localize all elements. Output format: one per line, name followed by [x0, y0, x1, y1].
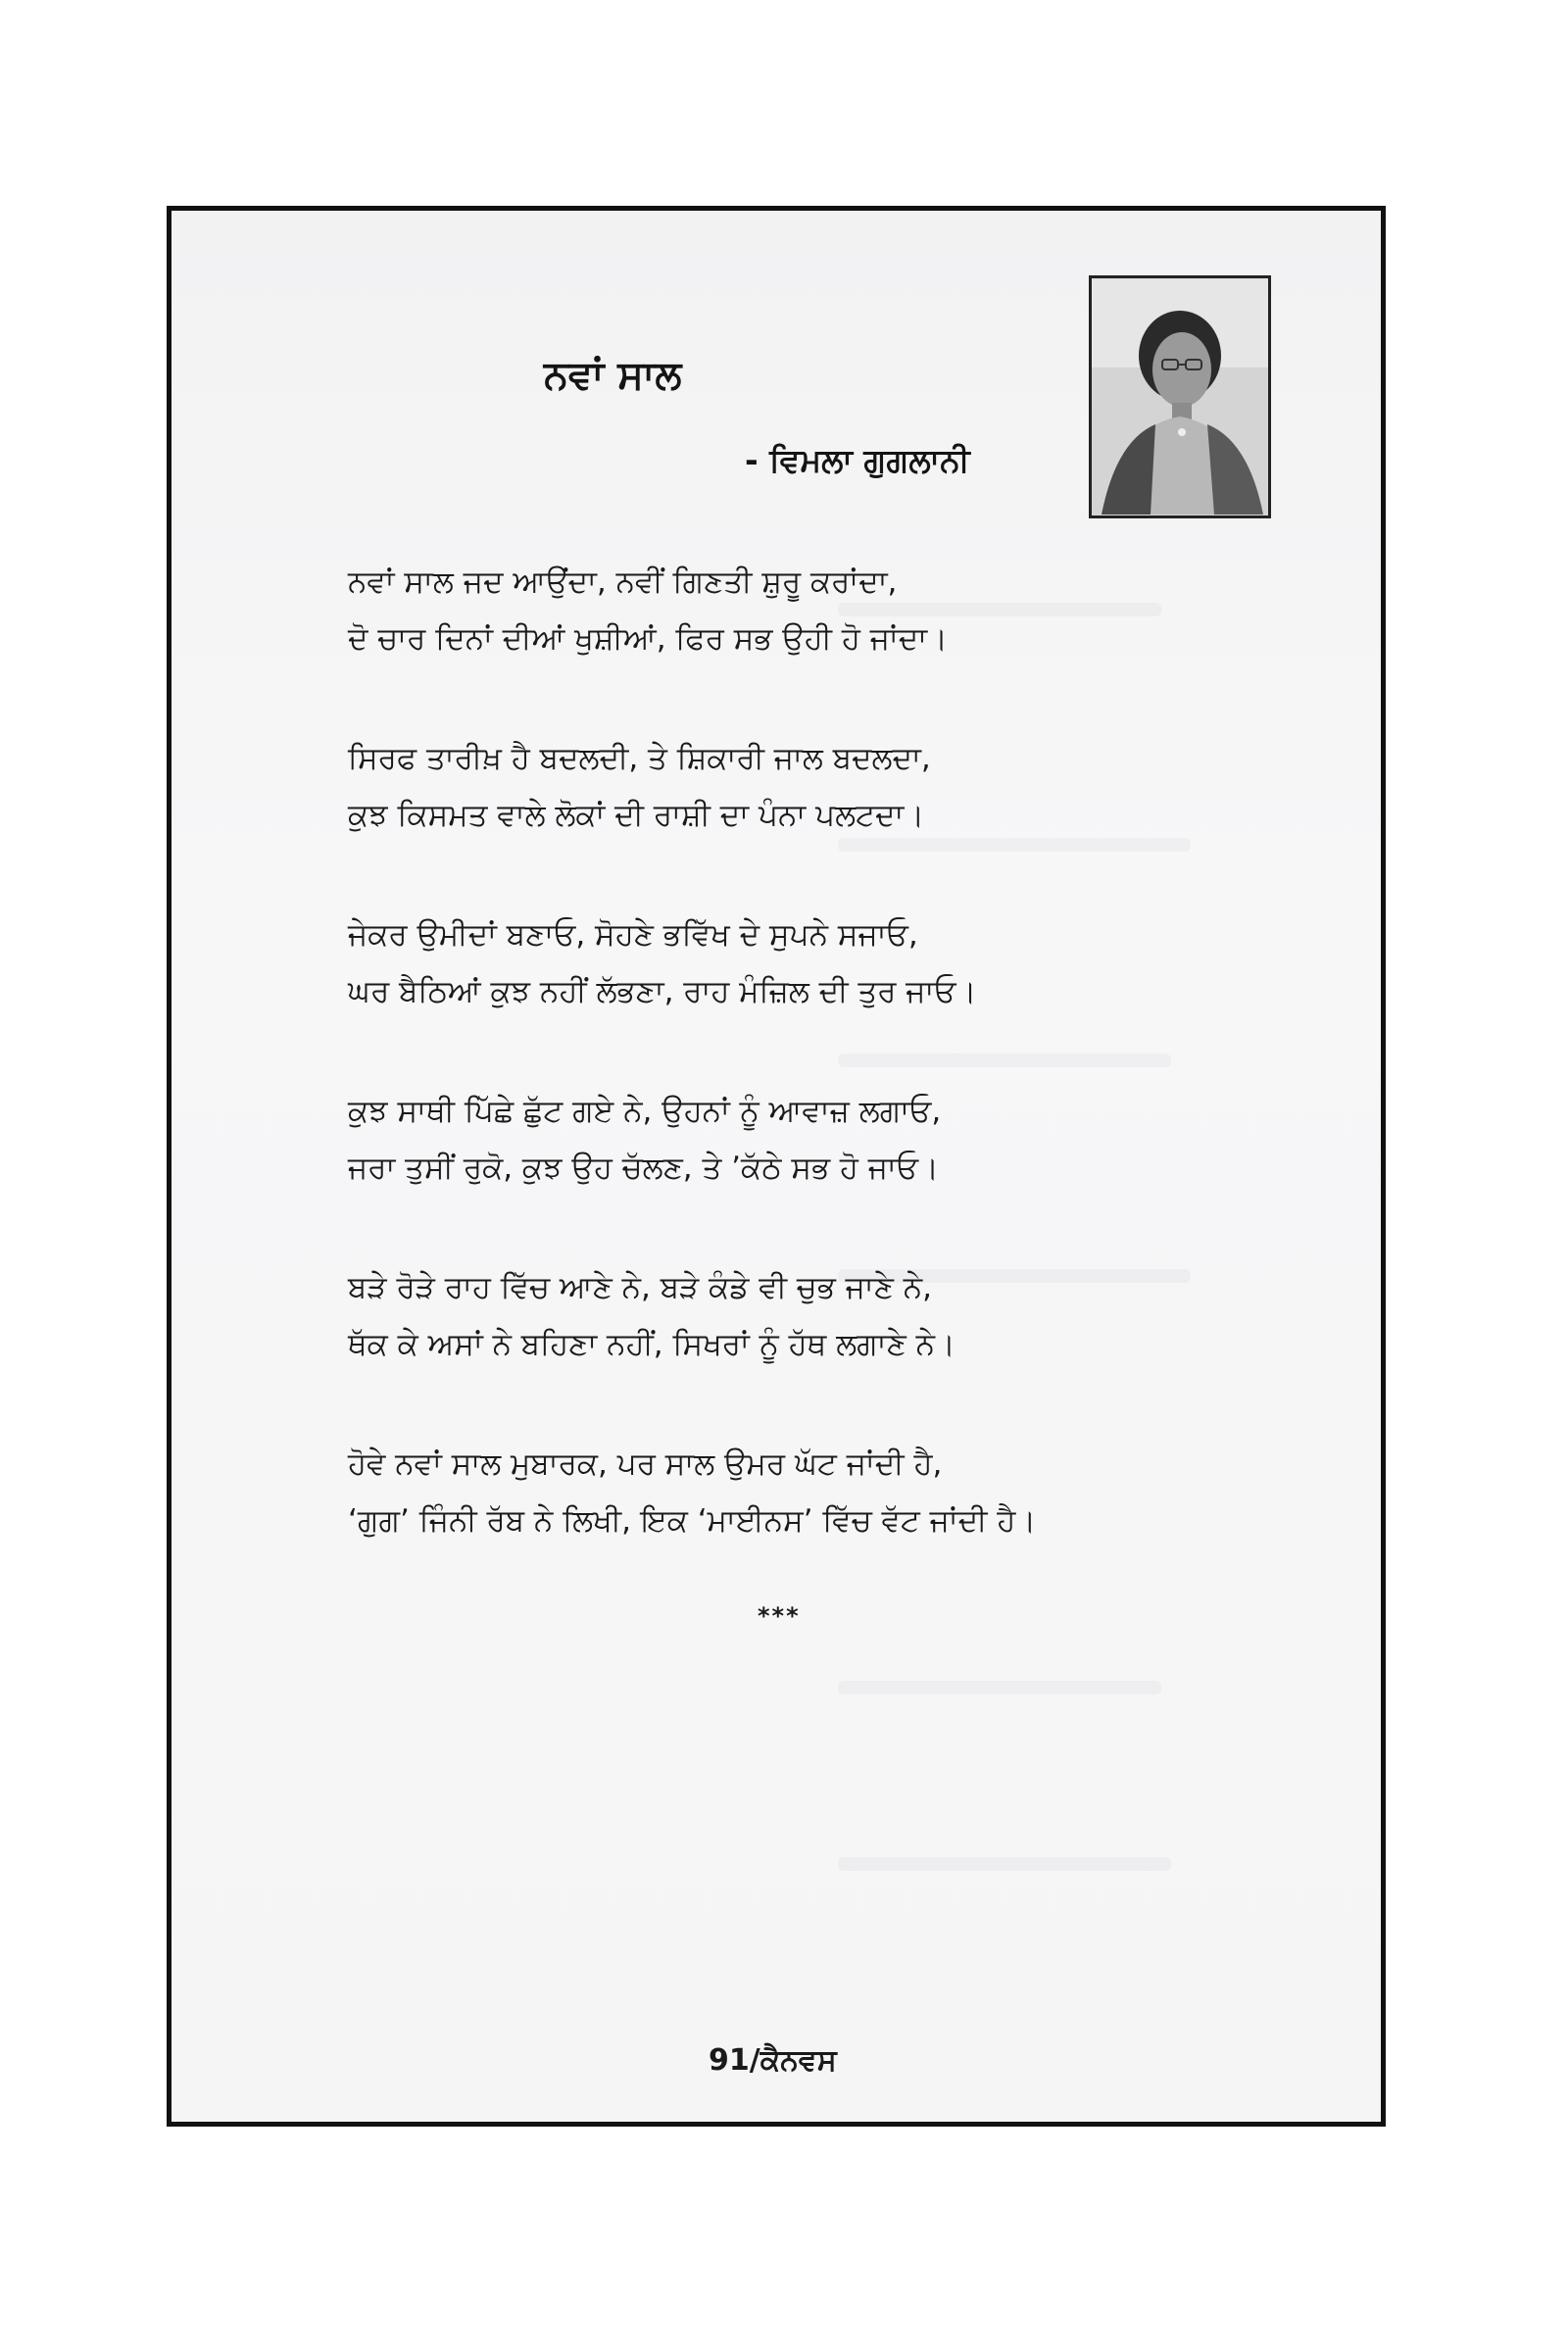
poem-author: - ਵਿਮਲਾ ਗੁਗਲਾਨੀ	[745, 441, 970, 479]
poem-line: ਦੋ ਚਾਰ ਦਿਨਾਂ ਦੀਆਂ ਖੁਸ਼ੀਆਂ, ਫਿਰ ਸਭ ਉਹੀ ਹੋ ਜਾਂਦਾ।	[348, 621, 949, 657]
poem-line: ਨਵਾਂ ਸਾਲ ਜਦ ਆਉਂਦਾ, ਨਵੀਂ ਗਿਣਤੀ ਸ਼ੁਰੂ ਕਰਾਂਦਾ,	[348, 564, 898, 600]
poem-line: ਜੇਕਰ ਉਮੀਦਾਂ ਬਣਾਓ, ਸੋਹਣੇ ਭਵਿੱਖ ਦੇ ਸੁਪਨੇ ਸਜਾਓ,	[348, 917, 918, 953]
author-photo	[1089, 275, 1271, 518]
poem-line: ਥੱਕ ਕੇ ਅਸਾਂ ਨੇ ਬਹਿਣਾ ਨਹੀਂ, ਸਿਖਰਾਂ ਨੂੰ ਹੱਥ ਲਗਾਣੇ ਨੇ।	[348, 1327, 956, 1362]
poem-end-mark: ***	[758, 1602, 801, 1630]
stanza	[348, 1083, 1230, 1197]
stanza	[348, 1259, 1230, 1373]
poem-line: ਸਿਰਫ ਤਾਰੀਖ਼ ਹੈ ਬਦਲਦੀ, ਤੇ ਸ਼ਿਕਾਰੀ ਜਾਲ ਬਦਲਦਾ,	[348, 741, 931, 776]
stanza	[348, 906, 1230, 1020]
page-footer: 91/ਕੈਨਵਸ	[709, 2043, 837, 2078]
stanza	[348, 730, 1230, 844]
poem-line: ਕੁਝ ਕਿਸਮਤ ਵਾਲੇ ਲੋਕਾਂ ਦੀ ਰਾਸ਼ੀ ਦਾ ਪੰਨਾ ਪਲਟਦਾ।	[348, 798, 925, 833]
poem-line: ਕੁਝ ਸਾਥੀ ਪਿੱਛੇ ਛੁੱਟ ਗਏ ਨੇ, ਉਹਨਾਂ ਨੂੰ ਆਵਾਜ਼ ਲਗਾਓ,	[348, 1094, 942, 1129]
poem-line: ‘ਗੁਗ’ ਜਿੰਨੀ ਰੱਬ ਨੇ ਲਿਖੀ, ਇਕ ‘ਮਾਈਨਸ’ ਵਿੱਚ ਵੱਟ ਜਾਂਦੀ ਹੈ।	[348, 1503, 1037, 1539]
book-page	[167, 206, 1386, 2127]
bleed-through-line	[838, 1857, 1171, 1871]
poem-line: ਹੋਵੇ ਨਵਾਂ ਸਾਲ ਮੁਬਾਰਕ, ਪਰ ਸਾਲ ਉਮਰ ਘੱਟ ਜਾਂਦੀ ਹੈ,	[348, 1446, 943, 1482]
poem-title: ਨਵਾਂ ਸਾਲ	[544, 353, 682, 398]
stanza	[348, 1436, 1230, 1549]
stanza	[348, 554, 1230, 667]
poem-line: ਬੜੇ ਰੋੜੇ ਰਾਹ ਵਿੱਚ ਆਣੇ ਨੇ, ਬੜੇ ਕੰਡੇ ਵੀ ਚੁਭ ਜਾਣੇ ਨੇ,	[348, 1270, 933, 1305]
poem-line: ਜਰਾ ਤੁਸੀਂ ਰੁਕੋ, ਕੁਝ ਉਹ ਚੱਲਣ, ਤੇ ’ਕੱਠੇ ਸਭ ਹੋ ਜਾਓ।	[348, 1151, 939, 1186]
author-portrait-image	[1092, 278, 1268, 515]
bleed-through-line	[838, 1681, 1161, 1694]
poem-body	[348, 554, 1230, 1612]
poem-line: ਘਰ ਬੈਠਿਆਂ ਕੁਝ ਨਹੀਂ ਲੱਭਣਾ, ਰਾਹ ਮੰਜ਼ਿਲ ਦੀ ਤੁਰ ਜਾਓ।	[348, 974, 977, 1009]
